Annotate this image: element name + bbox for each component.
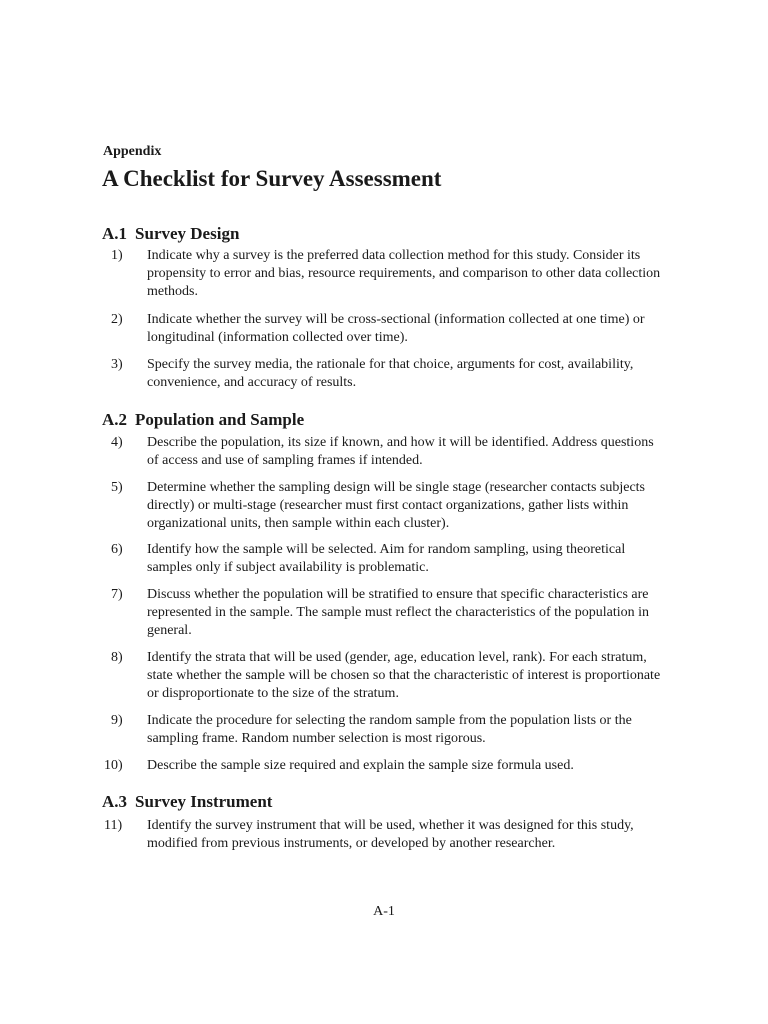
item-text: Discuss whether the population will be stratified to ensure that specific characteristics are represented in the sample. The sample must reflect the characteristics of the population in general. <box>147 587 650 638</box>
checklist-item <box>103 479 668 533</box>
section-number: A.3 <box>102 792 128 811</box>
section-number: A.2 <box>102 410 128 429</box>
item-number: 10) <box>104 758 123 773</box>
item-number: 1) <box>111 248 123 263</box>
item-text: Identify the strata that will be used (gender, age, education level, rank). For each stratum, state whether the sample will be chosen so that the characteristic of interest is proportionate or disproportionate to the size of the stratum. <box>147 650 661 701</box>
item-number: 4) <box>111 435 123 450</box>
section-title: Survey Design <box>135 224 240 243</box>
item-text: Describe the sample size required and explain the sample size formula used. <box>147 758 574 773</box>
item-text: Indicate the procedure for selecting the random sample from the population lists or the sampling frame. Random number selection is most rigorous. <box>147 713 632 746</box>
section-heading-population-and-sample <box>102 410 304 430</box>
page-number: A-1 <box>373 904 395 919</box>
section-heading-survey-design <box>102 224 239 244</box>
item-number: 3) <box>111 357 123 372</box>
checklist-item <box>103 757 668 775</box>
checklist-item <box>103 586 668 640</box>
item-number: 9) <box>111 713 123 728</box>
checklist-item <box>103 541 668 577</box>
item-number: 6) <box>111 542 123 557</box>
checklist-item <box>103 356 668 392</box>
section-title: Survey Instrument <box>135 792 273 811</box>
item-text: Determine whether the sampling design will be single stage (researcher contacts subjects directly) or multi-stage (researcher must first contact organizations, gather lists within organizational units, then sample within each cluster). <box>147 480 645 531</box>
checklist-item <box>103 247 668 301</box>
item-text: Identify how the sample will be selected. Aim for random sampling, using theoretical samples only if subject availability is problematic. <box>147 542 626 575</box>
checklist-item <box>103 311 668 347</box>
item-number: 8) <box>111 650 123 665</box>
item-text: Identify the survey instrument that will be used, whether it was designed for this study, modified from previous instruments, or developed by another researcher. <box>147 818 634 851</box>
item-text: Indicate why a survey is the preferred data collection method for this study. Consider its propensity to error and bias, resource requirements, and comparison to other data collection methods. <box>147 248 661 299</box>
section-heading-survey-instrument <box>102 792 272 812</box>
section-number: A.1 <box>102 224 128 243</box>
checklist-item <box>103 817 668 853</box>
item-number: 2) <box>111 312 123 327</box>
checklist-item <box>103 649 668 703</box>
page-title: A Checklist for Survey Assessment <box>102 166 442 191</box>
item-text: Indicate whether the survey will be cross-sectional (information collected at one time) or longitudinal (information collected over time). <box>147 312 645 345</box>
appendix-label: Appendix <box>103 144 162 159</box>
item-number: 11) <box>104 818 123 833</box>
item-text: Describe the population, its size if known, and how it will be identified. Address questions of access and use of sampling frames if intended. <box>147 435 654 468</box>
checklist-item <box>103 434 668 470</box>
item-number: 7) <box>111 587 123 602</box>
checklist-item <box>103 712 668 748</box>
item-text: Specify the survey media, the rationale for that choice, arguments for cost, availability, convenience, and accuracy of results. <box>147 357 634 390</box>
section-title: Population and Sample <box>135 410 305 429</box>
item-number: 5) <box>111 480 123 495</box>
